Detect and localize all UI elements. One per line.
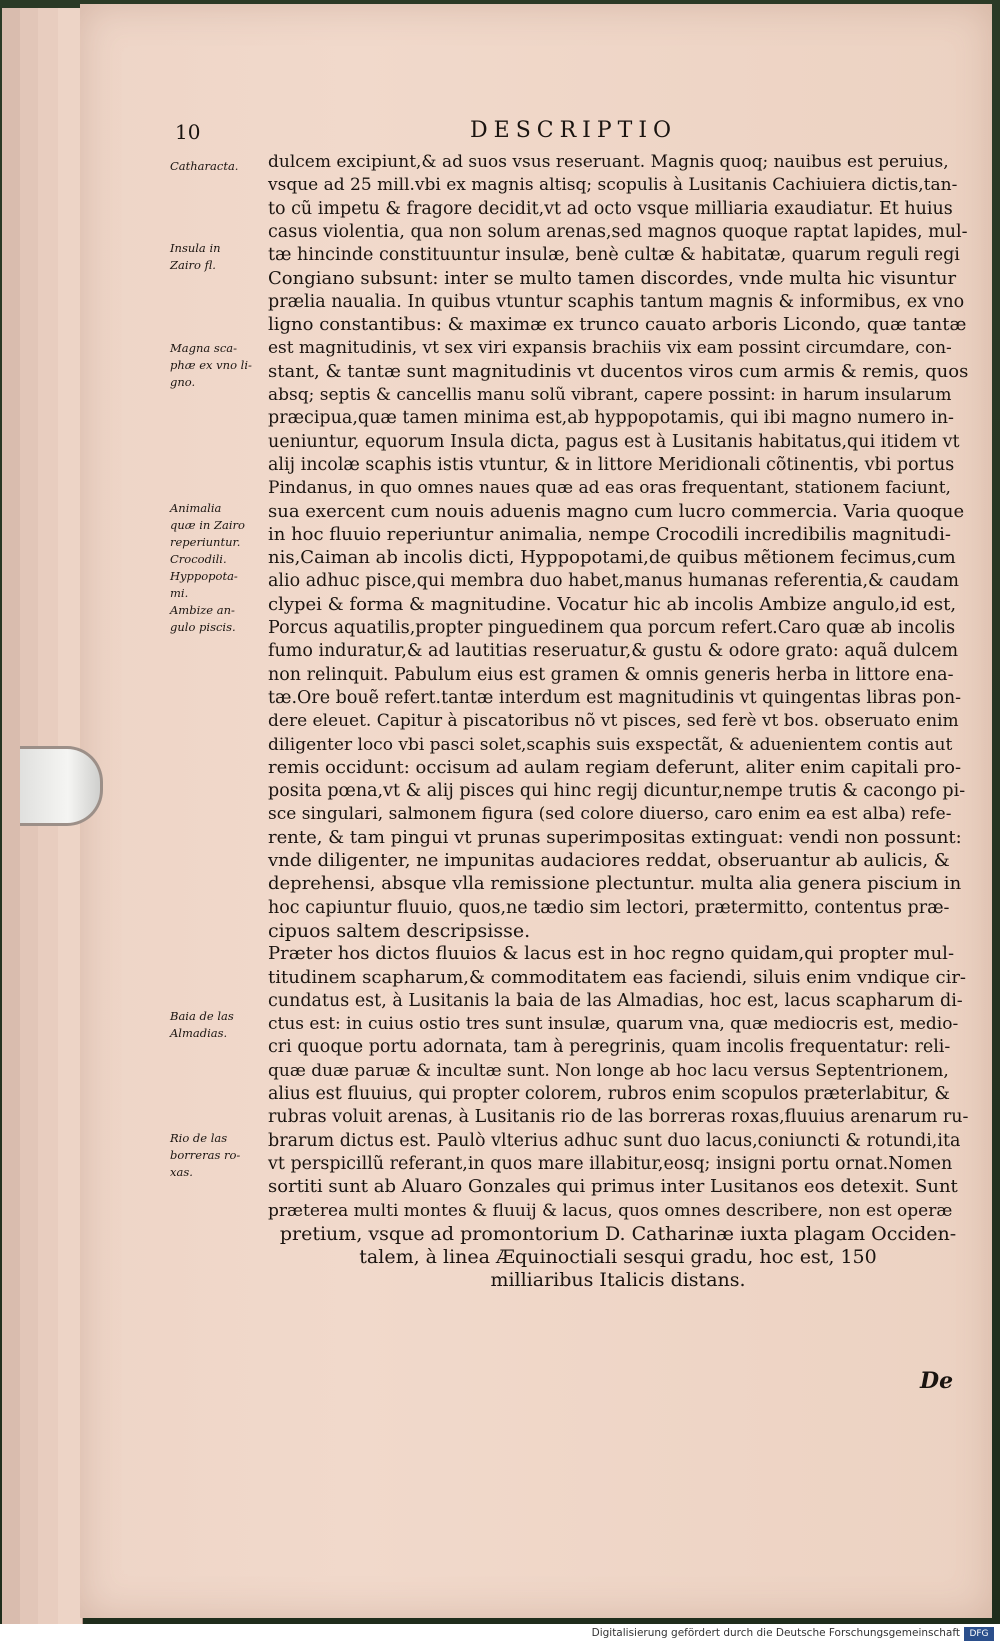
text-line: absq; septis & cancellis manu solũ vibrant, capere possint: in harum insularum: [268, 385, 952, 405]
text-line: remis occidunt: occisum ad aulam regiam deferunt, aliter enim capitali pro-: [268, 756, 962, 778]
folio-number: 10: [175, 120, 201, 144]
margin-note: Catharacta.: [170, 159, 239, 173]
text-line: brarum dictus est. Paulò vlterius adhuc sunt duo lacus,coniuncti & rotundi,ita: [268, 1130, 961, 1151]
margin-note: Baia de las Almadias.: [170, 1009, 234, 1040]
running-head: DESCRIPTIO: [470, 118, 678, 143]
text-line: alij incolæ scaphis istis vtuntur, & in littore Meridionali cõtinentis, vbi portus: [268, 454, 955, 475]
text-line: pretium, vsque ad promontorium D. Catharinæ iuxta plagam Occiden-: [279, 1222, 957, 1245]
text-line: non relinquit. Pabulum eius est gramen & omnis generis herba in littore ena-: [268, 664, 954, 685]
text-line: rubras voluit arenas, à Lusitanis rio de las borreras roxas,fluuius arenarum ru-: [268, 1107, 969, 1128]
text-line: Præter hos dictos fluuios & lacus est in hoc regno quidam,qui propter mul-: [268, 943, 955, 965]
text-line: ctus est: in cuius ostio tres sunt insulæ, quarum vna, quæ mediocris est, medio-: [268, 1014, 959, 1035]
text-line: milliaribus Italicis distans.: [490, 1269, 746, 1292]
text-line: vnde diligenter, ne impunitas audaciores reddat, obseruantur ab aulicis, &: [268, 850, 950, 871]
text-line: fumo induratur,& ad lautitias reseruatur,& gustu & odore grato: aquã dulcem: [268, 641, 959, 662]
text-line: cundatus est, à Lusitanis la baia de las Almadias, hoc est, lacus scapharum di-: [268, 990, 963, 1011]
paper-clip: [20, 746, 103, 826]
margin-note: Rio de las borreras ro- xas.: [170, 1131, 241, 1179]
text-line: prælia naualia. In quibus vtuntur scaphis tantum magnis & informibus, ex vno: [268, 291, 965, 312]
text-line: Congiano subsunt: inter se multo tamen discordes, vnde multa hic visuntur: [268, 267, 957, 289]
text-line: rente, & tam pingui vt prunas superimpositas extinguat: vendi non possunt:: [268, 826, 962, 848]
margin-note: Insula in Zairo fl.: [170, 241, 221, 272]
text-line: sua exercent cum nouis aduenis magno cum lucro commercia. Varia quoque: [268, 500, 965, 522]
text-line: to cũ impetu & fragore decidit,vt ad octo vsque milliaria exaudiatur. Et huius: [268, 198, 953, 219]
text-line: ligno constantibus: & maximæ ex trunco cauato arboris Licondo, quæ tantæ: [268, 314, 967, 336]
text-line: alius est fluuius, qui propter colorem, rubros enim scopulos præterlabitur, &: [268, 1084, 950, 1104]
text-line: sce singulari, salmonem figura (sed colore diuerso, caro enim ea est alba) refe-: [268, 804, 952, 825]
text-line: tæ hincinde constituuntur insulæ, benè cultæ & habitatæ, quarum reguli regi: [268, 245, 960, 266]
text-line: stant, & tantæ sunt magnitudinis vt ducentos viros cum armis & remis, quos: [268, 360, 969, 382]
text-line: dere eleuet. Capitur à piscatoribus nõ vt pisces, sed ferè vt bos. obseruato enim: [268, 711, 959, 732]
text-line: hoc capiuntur fluuio, quos,ne tædio sim lectori, prætermitto, contentus præ-: [268, 897, 950, 918]
margin-note: Magna sca- phæ ex vno li- gno.: [170, 341, 252, 389]
text-line: cipuos saltem descripsisse.: [268, 919, 531, 942]
text-line: in hoc fluuio reperiuntur animalia, nempe Crocodili incredibilis magnitudi-: [268, 523, 951, 545]
text-line: est magnitudinis, vt sex viri expansis brachiis vix eam possint circumdare, con-: [268, 338, 952, 359]
text-line: dulcem excipiunt,& ad suos vsus reseruant. Magnis quoq; nauibus est peruius,: [268, 152, 949, 172]
text-line: præcipua,quæ tamen minima est,ab hyppopotamis, qui ibi magno numero in-: [268, 408, 954, 429]
text-line: ueniuntur, equorum Insula dicta, pagus est à Lusitanis habitatus,qui itidem vt: [268, 431, 960, 452]
dfg-logo: DFG: [964, 1627, 994, 1641]
text-line: talem, à linea Æquinoctiali sesqui gradu, hoc est, 150: [359, 1246, 877, 1269]
text-line: Porcus aquatilis,propter pinguedinem qua porcum refert.Caro quæ ab incolis: [268, 618, 956, 638]
text-line: titudinem scapharum,& commoditatem eas faciendi, siluis enim vndique cir-: [268, 966, 967, 988]
text-line: casus violentia, qua non solum arenas,sed magnos quoque raptat lapides, mul-: [268, 221, 968, 242]
text-line: nis,Caiman ab incolis dicti, Hyppopotami,de quibus mẽtionem fecimus,cum: [268, 547, 956, 569]
catchword: De: [920, 1368, 954, 1394]
text-line: quæ duæ paruæ & incultæ sunt. Non longe ab hoc lacu versus Septentrionem,: [268, 1060, 949, 1081]
text-line: diligenter loco vbi pasci solet,scaphis suis exspectãt, & aduenientem contis aut: [268, 734, 953, 755]
text-line: sortiti sunt ab Aluaro Gonzales qui primus inter Lusitanos eos detexit. Sunt: [268, 1176, 958, 1198]
footer-credit: Digitalisierung gefördert durch die Deutsche Forschungsgemeinschaft: [591, 1627, 960, 1639]
text-line: Pindanus, in quo omnes naues quæ ad eas oras frequentant, stationem faciunt,: [268, 478, 951, 499]
text-line: cri quoque portu adornata, tam à peregrinis, quam incolis frequentatur: reli-: [268, 1037, 951, 1058]
text-line: præterea multi montes & fluuij & lacus, quos omnes describere, non est operæ: [268, 1200, 953, 1221]
margin-note: Animalia quæ in Zairo reperiuntur. Crocodili. Hyppopota- mi. Ambize an- gulo piscis.: [170, 501, 245, 634]
text-line: vt perspicillũ referant,in quos mare illabitur,eosq; insigni portu ornat.Nomen: [268, 1153, 953, 1174]
text-line: clypei & forma & magnitudine. Vocatur hic ab incolis Ambize angulo,id est,: [268, 593, 957, 615]
text-line: alio adhuc pisce,qui membra duo habet,manus humanas referentia,& caudam: [268, 571, 959, 592]
text-line: tæ.Ore bouẽ refert.tantæ interdum est magnitudinis vt quingentas libras pon-: [268, 687, 962, 708]
text-line: posita pœna,vt & alij pisces qui hinc regij dicuntur,nempe trutis & cacongo pi-: [268, 781, 966, 802]
text-line: deprehensi, absque vlla remissione plectuntur. multa alia genera piscium in: [268, 873, 962, 895]
text-line: vsque ad 25 mill.vbi ex magnis altisq; scopulis à Lusitanis Cachiuiera dictis,tan-: [268, 175, 958, 196]
